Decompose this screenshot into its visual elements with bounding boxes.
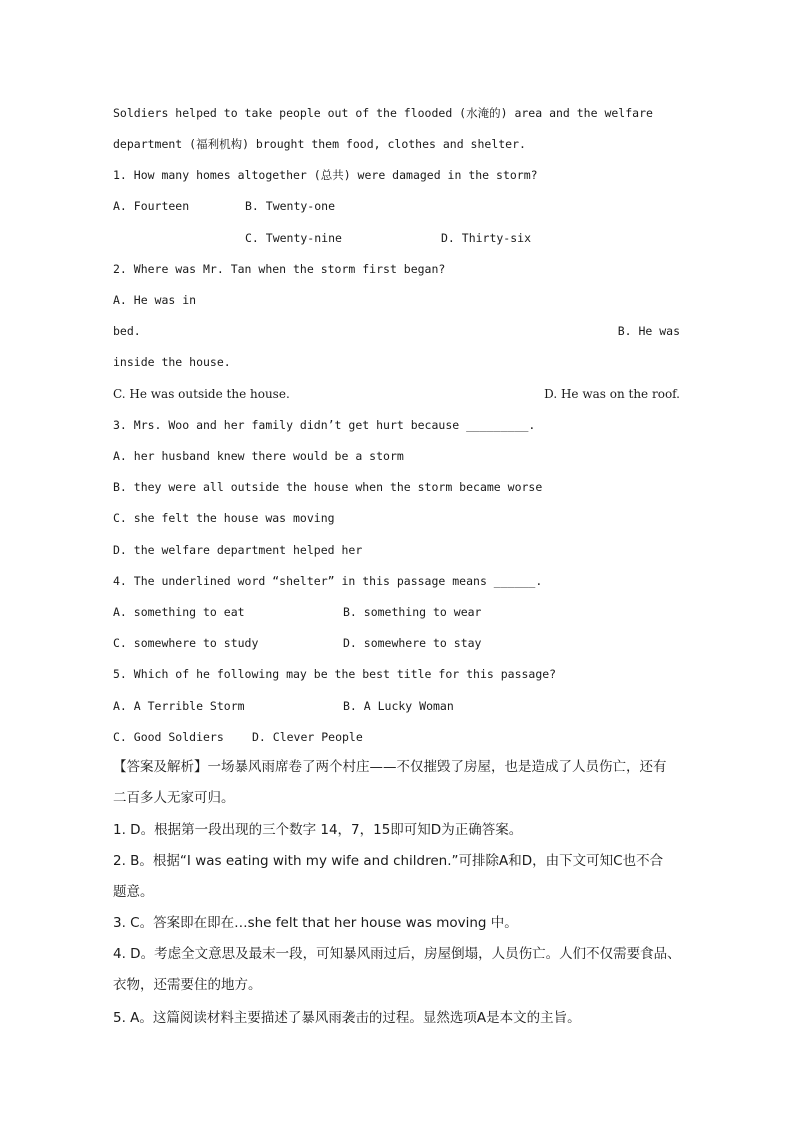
answer-2-line-1: 2. B。根据“I was eating with my wife and children.”可排除A和D，由下文可知C也不合	[113, 853, 664, 869]
q4-option-d: D. somewhere to stay	[343, 636, 482, 650]
answer-4-line-1: 4. D。考虑全文意思及最末一段，可知暴风雨过后，房屋倒塌，人员伤亡。人们不仅需要食品、	[113, 946, 681, 962]
passage-line-1: Soldiers helped to take people out of the flooded (水淹的) area and the welfare	[113, 106, 653, 120]
answer-intro-line-1: 【答案及解析】一场暴风雨席卷了两个村庄——不仅摧毁了房屋，也是造成了人员伤亡，还有	[113, 759, 667, 775]
q2-option-b: B. He was	[617, 324, 680, 338]
q3-option-a: A. her husband knew there would be a storm	[113, 449, 404, 463]
q1-option-b: B. Twenty-one	[245, 199, 336, 213]
q2-option-d: D. He was on the roof.	[544, 387, 680, 401]
question-2-stem: 2. Where was Mr. Tan when the storm first began?	[113, 262, 446, 276]
q2-option-a-cont: bed.	[113, 324, 141, 338]
q4-option-c: C. somewhere to study	[113, 636, 259, 650]
answer-5: 5. A。这篇阅读材料主要描述了暴风雨袭击的过程。显然选项A是本文的主旨。	[113, 1010, 581, 1026]
q2-option-c: C. He was outside the house.	[113, 387, 290, 401]
q3-option-c: C. she felt the house was moving	[113, 511, 335, 525]
q5-option-d: D. Clever People	[252, 730, 363, 744]
question-3-stem: 3. Mrs. Woo and her family didn’t get hurt because _________.	[113, 418, 536, 432]
question-1-stem: 1. How many homes altogether (总共) were damaged in the storm?	[113, 168, 538, 182]
q3-option-b: B. they were all outside the house when the storm became worse	[113, 480, 543, 494]
q1-option-a: A. Fourteen	[113, 199, 190, 213]
q5-option-b: B. A Lucky Woman	[343, 699, 454, 713]
q2-option-b-cont: inside the house.	[113, 355, 231, 369]
q3-option-d: D. the welfare department helped her	[113, 543, 363, 557]
q4-option-a: A. something to eat	[113, 605, 245, 619]
q1-option-c: C. Twenty-nine	[245, 231, 342, 245]
q5-option-a: A. A Terrible Storm	[113, 699, 245, 713]
answer-3: 3. C。答案即在即在…she felt that her house was moving 中。	[113, 915, 518, 931]
answer-2-line-2: 题意。	[113, 884, 154, 900]
answer-intro-line-2: 二百多人无家可归。	[113, 790, 235, 806]
question-4-stem: 4. The underlined word “shelter” in this passage means ______.	[113, 574, 543, 588]
q5-option-c: C. Good Soldiers	[113, 730, 224, 744]
q1-option-d: D. Thirty-six	[441, 231, 532, 245]
passage-line-2: department (福利机构) brought them food, clothes and shelter.	[113, 137, 526, 151]
question-5-stem: 5. Which of he following may be the best title for this passage?	[113, 667, 557, 681]
answer-1: 1. D。根据第一段出现的三个数字 14，7，15即可知D为正确答案。	[113, 822, 523, 838]
answer-4-line-2: 衣物，还需要住的地方。	[113, 977, 262, 993]
q4-option-b: B. something to wear	[343, 605, 482, 619]
q2-option-a: A. He was in	[113, 293, 197, 307]
